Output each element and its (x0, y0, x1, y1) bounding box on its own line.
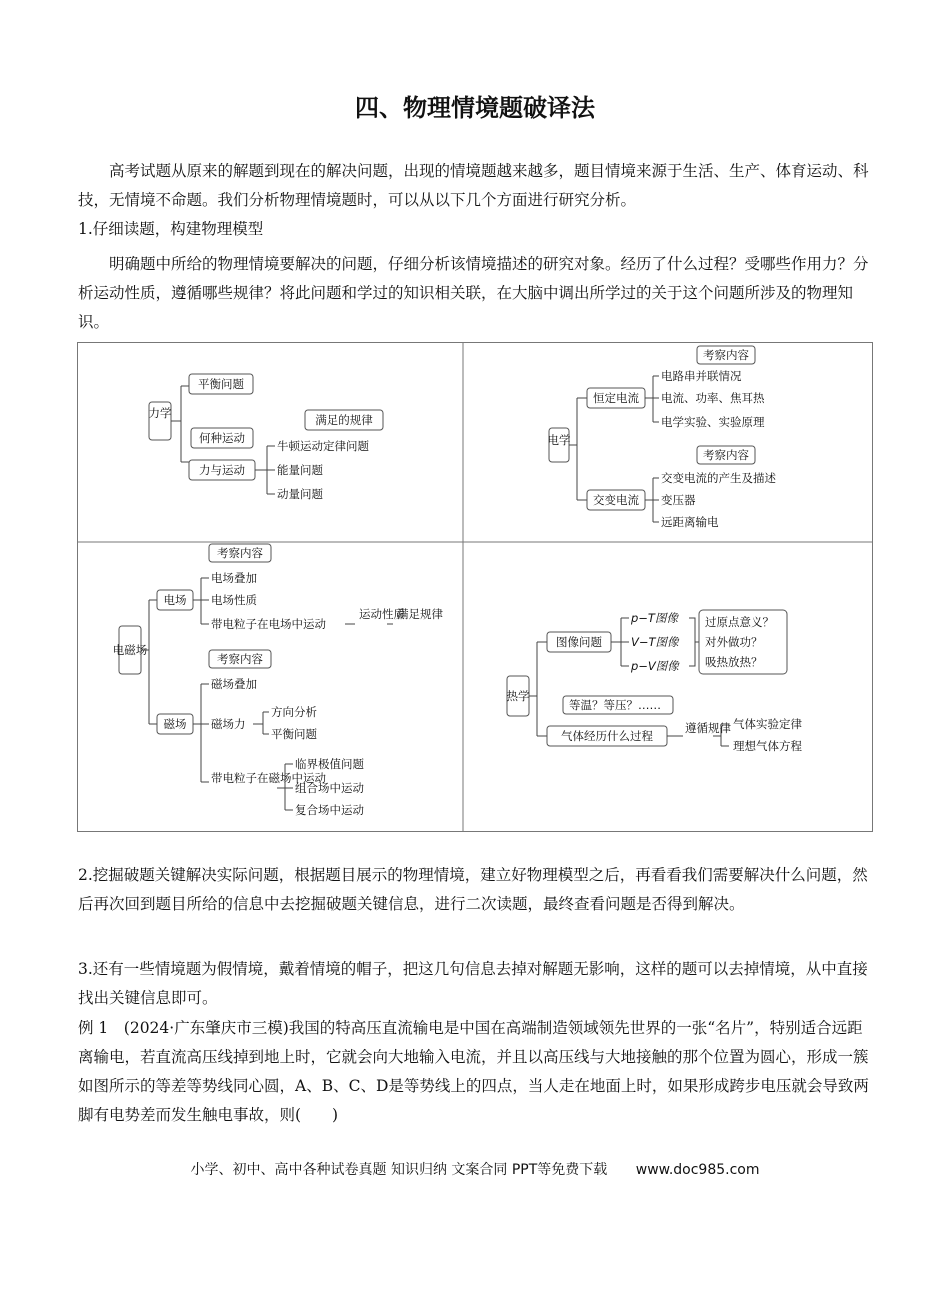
em-tag-2: 考察内容 (217, 652, 263, 666)
elec-dc-item-1: 电路串并联情况 (661, 369, 742, 383)
elec-root-label: 电学 (547, 433, 571, 447)
heat-root-label: 热学 (506, 689, 530, 703)
em-b-item-2: 磁场力 (211, 717, 246, 731)
page-footer (0, 1159, 950, 1179)
em-efield: 电场 (163, 593, 187, 607)
em-b-force-2: 平衡问题 (271, 727, 317, 741)
elec-ac-item-1: 交变电流的产生及描述 (661, 471, 776, 485)
em-root-label: 电磁场 (112, 643, 148, 657)
footer-text: 小学、初中、高中各种试卷真题 知识归纳 文案合同 PPT等免费下载 (190, 1162, 608, 1178)
heat-process: 气体经历什么过程 (561, 729, 653, 743)
em-tag-1: 考察内容 (217, 546, 263, 560)
em-b-item-3: 带电粒子在磁场中运动 (211, 771, 326, 785)
elec-tag-1: 考察内容 (703, 348, 749, 362)
elec-dc-item-3: 电学实验、实验原理 (661, 415, 765, 429)
heat-q-2: 对外做功？ (705, 635, 763, 649)
section-3-paragraph: 3.还有一些情境题为假情境，戴着情境的帽子，把这几句信息去掉对解题无影响，这样的题可以去掉情境，从中直接找出关键信息即可。 (78, 960, 868, 1007)
mech-motion-type: 何种运动 (199, 431, 245, 445)
mech-balance: 平衡问题 (198, 377, 244, 391)
heat-follow: 遵循规律 (685, 721, 731, 735)
mech-root-label: 力学 (148, 406, 172, 420)
heat-graph-2: V−T图像 (631, 635, 679, 649)
heat-graph-problem: 图像问题 (556, 635, 602, 649)
footer-link[interactable]: www.doc985.com (635, 1162, 760, 1178)
heat-q-1: 过原点意义？ (705, 615, 774, 629)
section-1-paragraph: 明确题中所给的物理情境要解决的问题，仔细分析该情境描述的研究对象。经历了什么过程？受哪些作用力？分析运动性质，遵循哪些规律？将此问题和学过的知识相关联，在大脑中调出所学过的关于这个问题所涉及的物理知识。 (78, 255, 869, 331)
heat-q-3: 吸热放热？ (705, 655, 763, 669)
section-2-paragraph: 2.挖掘破题关键解决实际问题，根据题目展示的物理情境，建立好物理模型之后，再看看我们需要解决什么问题，然后再次回到题目所给的信息中去挖掘破题关键信息，进行二次读题，最终查看问题是否得到解决。 (78, 866, 868, 913)
heat-graph-1: p−T图像 (631, 611, 678, 625)
em-e-item-3: 带电粒子在电场中运动 (211, 617, 326, 631)
elec-ac: 交变电流 (593, 493, 639, 507)
thermal-map (507, 610, 803, 753)
mech-law-3: 动量问题 (277, 487, 323, 501)
elec-ac-item-3: 远距离输电 (661, 515, 719, 529)
em-satisfy-law: 满足规律 (397, 607, 443, 621)
em-b-particle-2: 组合场中运动 (295, 781, 364, 795)
elec-dc-item-2: 电流、功率、焦耳热 (661, 391, 765, 405)
electromagnetic-map (113, 544, 444, 817)
em-motion-nature: 运动性质 (359, 607, 405, 621)
em-b-particle-3: 复合场中运动 (295, 803, 364, 817)
intro-paragraph: 高考试题从原来的解题到现在的解决问题，出现的情境题越来越多，题目情境来源于生活、生产、体育运动、科技，无情境不命题。我们分析物理情境题时，可以从以下几个方面进行研究分析。 (78, 162, 869, 209)
mech-force-motion: 力与运动 (199, 463, 245, 477)
elec-tag-2: 考察内容 (703, 448, 749, 462)
em-b-item-1: 磁场叠加 (211, 677, 257, 691)
em-b-force-1: 方向分析 (271, 705, 317, 719)
example-1-paragraph: 例 1 (2024·广东肇庆市三模)我国的特高压直流输电是中国在高端制造领域领先世界的一张“名片”，特别适合远距离输电，若直流高压线掉到地上时，它就会向大地输入电流，并且以高压线与大地接触的那个位置为圆心，形成一簇如图所示的等差等势线同心圆，A、B、C、D是等势线上的四点，当人走在地面上时，如果形成跨步电压就会导致两脚有电势差而发生触电事故，则( ) (78, 1019, 869, 1124)
heat-law-2: 理想气体方程 (733, 739, 802, 753)
heat-law-1: 气体实验定律 (733, 717, 802, 731)
section-1-heading: 1.仔细读题，构建物理模型 (78, 220, 264, 238)
em-e-item-2: 电场性质 (211, 593, 257, 607)
electricity-map (548, 346, 777, 529)
elec-dc: 恒定电流 (593, 391, 639, 405)
heat-bubble: 等温？等压？…… (569, 698, 661, 712)
em-e-item-1: 电场叠加 (211, 571, 257, 585)
page-title: 四、物理情境题破译法 (355, 94, 595, 122)
heat-graph-3: p−V图像 (631, 659, 679, 673)
knowledge-mindmap-figure (77, 342, 873, 832)
mech-rules-tag: 满足的规律 (315, 413, 373, 427)
em-b-particle-1: 临界极值问题 (295, 757, 364, 771)
mechanics-map (149, 374, 384, 501)
mech-law-1: 牛顿运动定律问题 (277, 439, 369, 453)
elec-ac-item-2: 变压器 (661, 493, 696, 507)
mech-law-2: 能量问题 (277, 463, 323, 477)
em-bfield: 磁场 (163, 717, 187, 731)
